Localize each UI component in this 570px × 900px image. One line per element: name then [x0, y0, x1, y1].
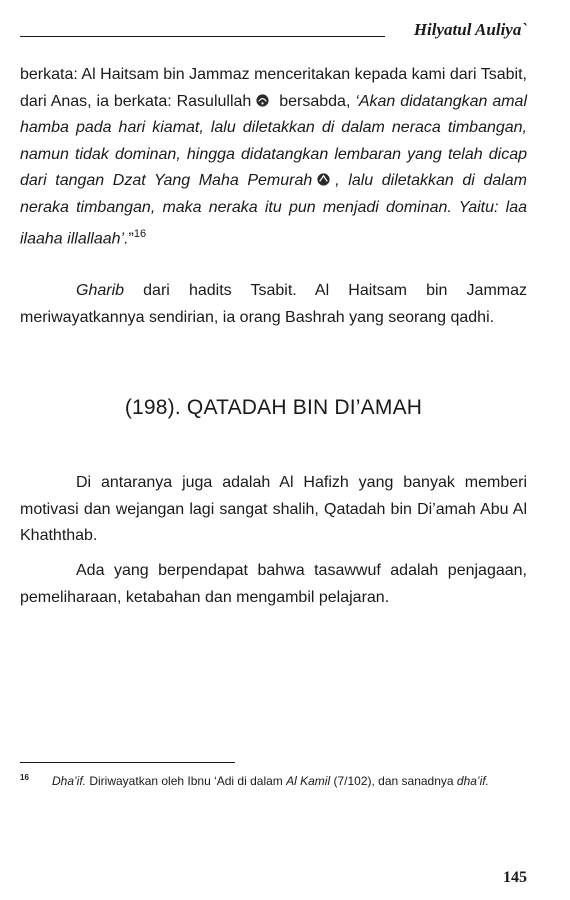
footnote-text-2: (7/102), dan sanadnya — [330, 774, 457, 788]
footnote-rule — [20, 762, 235, 763]
commentary-text: dari hadits Tsabit. Al Haitsam bin Jammaz meriwayatkannya sendirian, ia orang Bashrah yang seorang qadhi. — [20, 282, 527, 326]
glorification-glyph-icon — [316, 172, 331, 187]
footnote-reference: 16 — [133, 228, 147, 240]
page-number: 145 — [503, 869, 527, 886]
biography-paragraph: Di antaranya juga adalah Al Hafizh yang banyak memberi motivasi dan wejangan lagi sangat shalih, Qatadah bin Di’amah Abu Al Khaththab. — [20, 474, 527, 544]
tasawwuf-paragraph: Ada yang berpendapat bahwa tasawwuf adalah penjagaan, pemeliharaan, ketabahan dan mengambil pelajaran. — [20, 562, 527, 606]
footnote — [52, 771, 527, 791]
footnote-marker: 16 — [20, 773, 29, 782]
footnote-book: Al Kamil — [286, 774, 331, 788]
footnote-grade: Dha’if. — [52, 774, 87, 788]
hadith-close-quote: ” — [128, 230, 134, 248]
salawat-glyph-icon — [255, 93, 270, 108]
running-header — [20, 18, 527, 44]
gharib-term: Gharib — [76, 282, 125, 299]
section-heading: (198). QATADAH BIN DI’AMAH — [124, 396, 423, 419]
footnote-text: Diriwayatkan oleh Ibnu ‘Adi di dalam — [86, 774, 287, 788]
footnote-grade-2: dha’if. — [456, 774, 489, 788]
commentary-paragraph — [20, 278, 527, 331]
hadith-quote-part1: ‘Akan didatangkan amal hamba pada hari kiamat, lalu diletakkan di dalam neraca timbangan, namun tidak dominan, hingga didatangkan lembaran yang telah dicap dari tangan Dzat Yang Maha Pemurah — [20, 92, 527, 189]
hadith-quote-part2: , lalu diletakkan di dalam neraka timbangan, maka neraka itu pun menjadi dominan. Yaitu: laa ilaaha illallaah’. — [20, 172, 527, 248]
book-title: Hilyatul Auliya` — [413, 20, 527, 39]
hadith-intro: berkata: Al Haitsam bin Jammaz menceritakan kepada kami dari Tsabit, dari Anas, ia berkata: Rasulullah — [20, 66, 527, 110]
hadith-said: bersabda, — [274, 92, 356, 110]
header-rule — [20, 36, 385, 37]
hadith-paragraph — [20, 62, 527, 253]
